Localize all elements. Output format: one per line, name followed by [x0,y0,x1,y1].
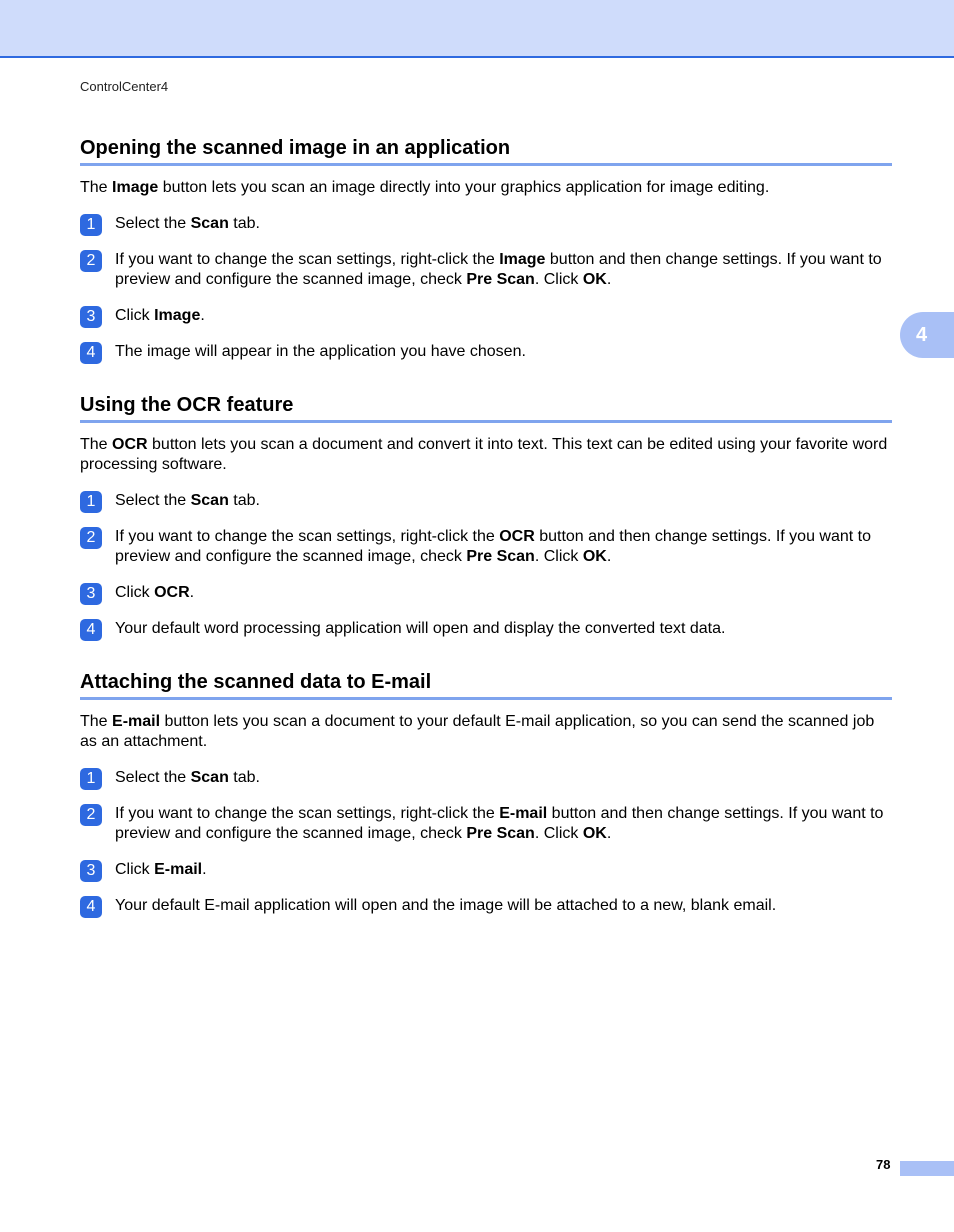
section-intro: The OCR button lets you scan a document and convert it into text. This text can be edited using your favorite word processing software. [80,436,888,473]
step-number-badge: 2 [80,250,102,272]
step-item [80,860,892,880]
bold-term: Pre Scan [466,825,535,842]
step-text: Select the Scan tab. [115,769,260,786]
running-title: ControlCenter4 [80,79,169,94]
step-item [80,896,892,916]
bold-term: E-mail [154,861,203,878]
step-item [80,527,892,567]
step-number-badge: 4 [80,342,102,364]
bold-term: Pre Scan [466,548,535,565]
step-item [80,491,892,511]
chapter-tab: 4 [900,312,954,358]
bold-term: Image [154,307,201,324]
step-text: Click OCR. [115,584,195,601]
step-number-badge: 3 [80,583,102,605]
step-item [80,804,892,844]
step-number-badge: 1 [80,214,102,236]
step-item [80,250,892,290]
section-opening-image [80,136,892,378]
step-text: Select the Scan tab. [115,215,260,232]
step-item [80,306,892,326]
step-text: Select the Scan tab. [115,492,260,509]
section-title: Opening the scanned image in an application [80,136,892,166]
bold-term: OCR [499,528,535,545]
bold-term: Pre Scan [466,271,535,288]
bold-term: Image [499,251,546,268]
bold-term: E-mail [499,805,548,822]
bold-term: Image [112,179,159,196]
section-title: Attaching the scanned data to E-mail [80,670,892,700]
step-number-badge: 1 [80,491,102,513]
bold-term: E-mail [112,713,161,730]
bold-term: OCR [112,436,148,453]
step-item [80,214,892,234]
step-item [80,583,892,603]
step-text: If you want to change the scan settings, right-click the E-mail button and then change settings. If you want to preview and configure the scanned image, check Pre Scan. Click OK. [115,805,884,842]
bold-term: OK [582,548,607,565]
step-number-badge: 2 [80,527,102,549]
step-text: Click Image. [115,307,205,324]
step-number-badge: 2 [80,804,102,826]
step-item [80,342,892,362]
bold-term: OCR [154,584,190,601]
section-title: Using the OCR feature [80,393,892,423]
section-intro: The Image button lets you scan an image directly into your graphics application for image editing. [80,179,770,196]
step-text: The image will appear in the application you have chosen. [115,343,526,360]
step-number-badge: 3 [80,306,102,328]
step-item [80,768,892,788]
section-ocr [80,393,892,655]
step-number-badge: 4 [80,619,102,641]
step-text: Click E-mail. [115,861,207,878]
footer-bar [900,1161,954,1176]
step-item [80,619,892,639]
step-text: Your default E-mail application will open and the image will be attached to a new, blank email. [115,897,777,914]
step-number-badge: 3 [80,860,102,882]
step-number-badge: 4 [80,896,102,918]
bold-term: Scan [190,215,229,232]
page-number: 78 [876,1157,891,1172]
step-text: Your default word processing application will open and display the converted text data. [115,620,726,637]
bold-term: Scan [190,769,229,786]
section-email [80,670,892,932]
bold-term: OK [582,825,607,842]
bold-term: Scan [190,492,229,509]
section-intro: The E-mail button lets you scan a document to your default E-mail application, so you can send the scanned job as an attachment. [80,713,875,750]
step-text: If you want to change the scan settings, right-click the OCR button and then change settings. If you want to preview and configure the scanned image, check Pre Scan. Click OK. [115,528,871,565]
header-bar [0,0,954,58]
step-number-badge: 1 [80,768,102,790]
step-text: If you want to change the scan settings, right-click the Image button and then change settings. If you want to preview and configure the scanned image, check Pre Scan. Click OK. [115,251,882,288]
bold-term: OK [582,271,607,288]
